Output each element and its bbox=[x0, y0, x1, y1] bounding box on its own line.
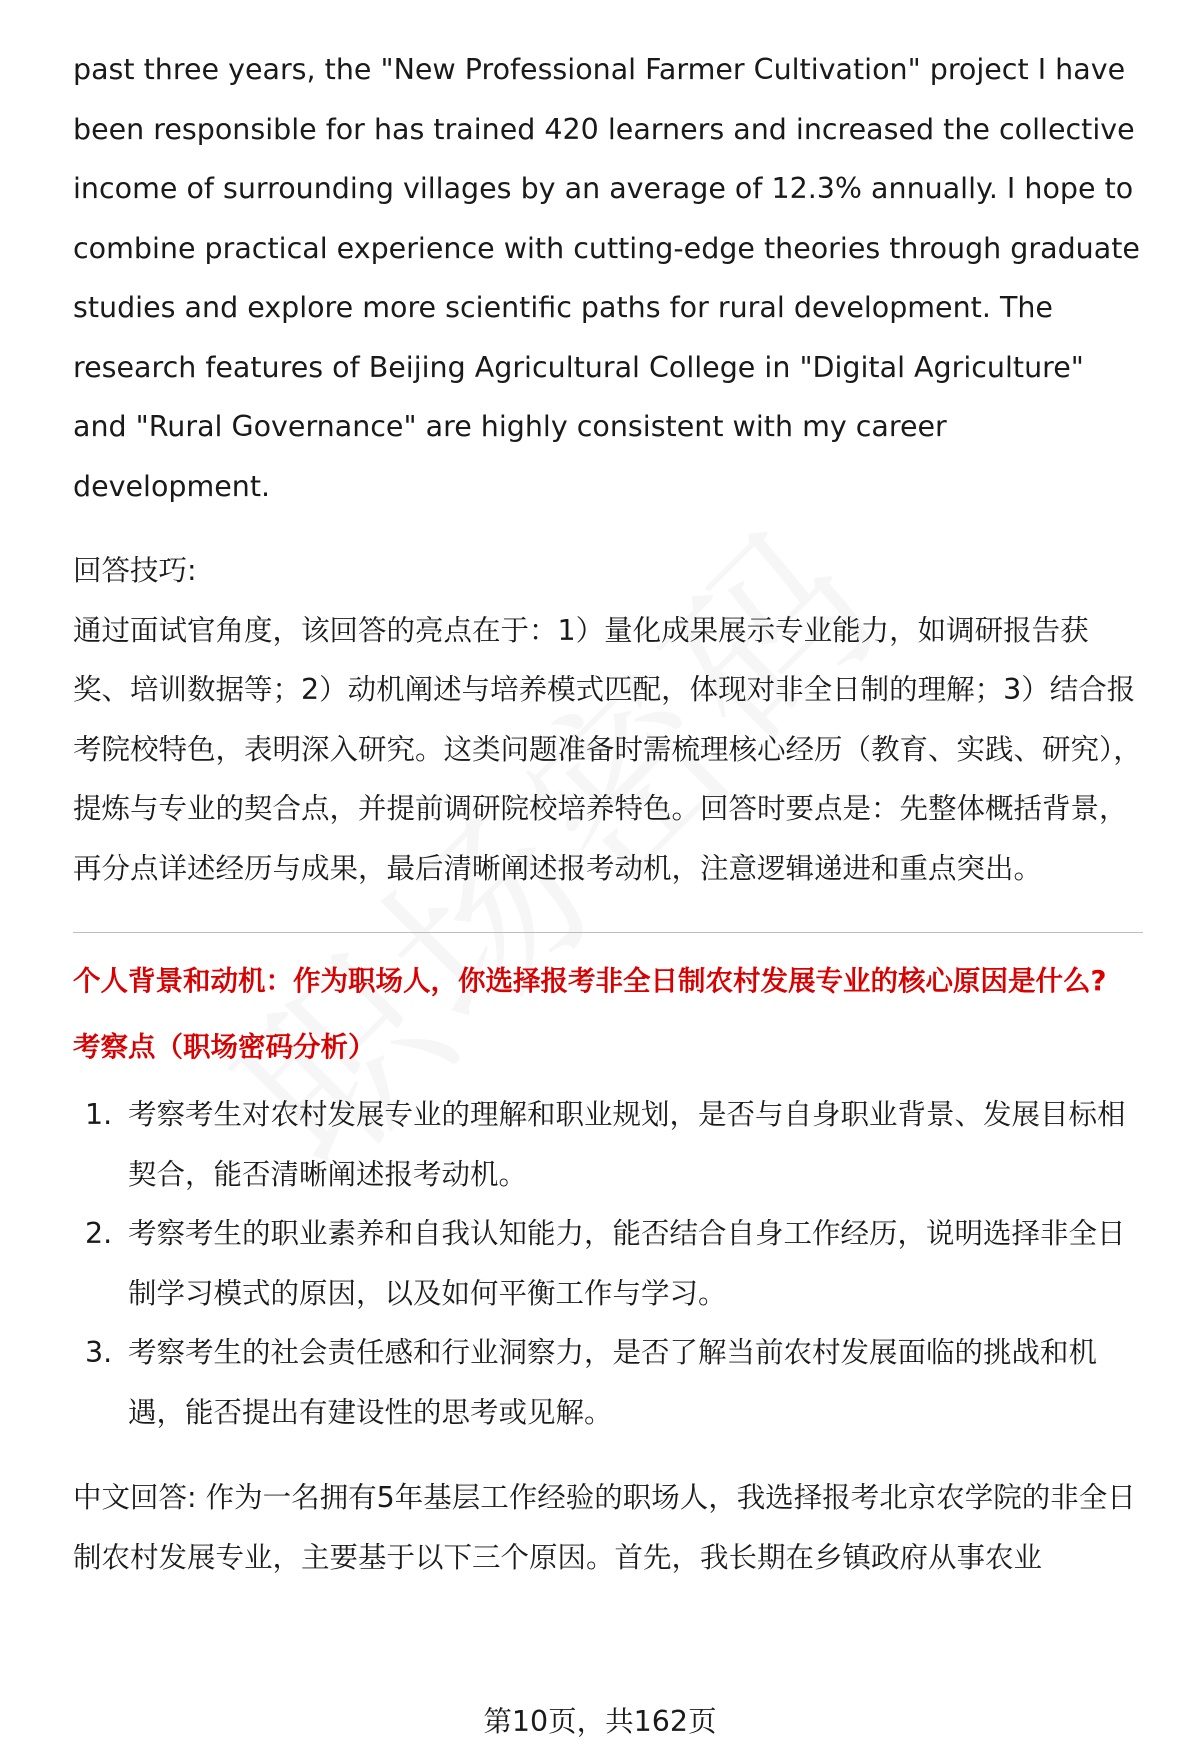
tips-body: 通过面试官角度，该回答的亮点在于：1）量化成果展示专业能力，如调研报告获奖、培训数据等；2）动机阐述与培养模式匹配，体现对非全日制的理解；3）结合报考院校特色，表明深入研究。这类问题准备时需梳理核心经历（教育、实践、研究），提炼与专业的契合点，并提前调研院校培养特色。回答时要点是：先整体概括背景，再分点详述经历与成果，最后清晰阐述报考动机，注意逻辑递进和重点突出。 bbox=[73, 613, 1142, 885]
examine-points-heading: 考察点（职场密码分析） bbox=[73, 1031, 376, 1063]
list-item bbox=[73, 1085, 1143, 1204]
answer-label: 中文回答: bbox=[73, 1481, 197, 1514]
page-content bbox=[73, 40, 1143, 1587]
list-item-text: 考察考生对农村发展专业的理解和职业规划，是否与自身职业背景、发展目标相契合，能否清晰阐述报考动机。 bbox=[128, 1098, 1126, 1191]
examine-points-list bbox=[73, 1085, 1143, 1442]
answer-text: 作为一名拥有5年基层工作经验的职场人，我选择报考北京农学院的非全日制农村发展专业，主要基于以下三个原因。首先，我长期在乡镇政府从事农业 bbox=[73, 1481, 1136, 1574]
list-item-number: 3. bbox=[85, 1336, 113, 1369]
list-item-text: 考察考生的职业素养和自我认知能力，能否结合自身工作经历，说明选择非全日制学习模式的原因，以及如何平衡工作与学习。 bbox=[128, 1217, 1126, 1310]
tips-label: 回答技巧: bbox=[73, 554, 197, 587]
list-item-number: 1. bbox=[85, 1098, 113, 1131]
question-title: 个人背景和动机：作为职场人，你选择报考非全日制农村发展专业的核心原因是什么? bbox=[73, 965, 1107, 997]
list-item bbox=[73, 1204, 1143, 1323]
list-item-text: 考察考生的社会责任感和行业洞察力，是否了解当前农村发展面临的挑战和机遇，能否提出有建设性的思考或见解。 bbox=[128, 1336, 1098, 1429]
page-footer: 第10页，共162页 bbox=[483, 1705, 717, 1738]
answer-paragraph bbox=[73, 1468, 1143, 1587]
list-item bbox=[73, 1323, 1143, 1442]
section-divider bbox=[73, 932, 1143, 933]
list-item-number: 2. bbox=[85, 1217, 113, 1250]
intro-paragraph: past three years, the "New Professional Farmer Cultivation" project I have been responsible for has trained 420 learners and increased the collective income of surrounding villages by an average of 12.3% annually. I hope to combine practical experience with cutting-edge theories through graduate studies and explore more scientific paths for rural development. The research features of Beijing Agricultural College in "Digital Agriculture" and "Rural Governance" are highly consistent with my career development. bbox=[73, 53, 1140, 503]
